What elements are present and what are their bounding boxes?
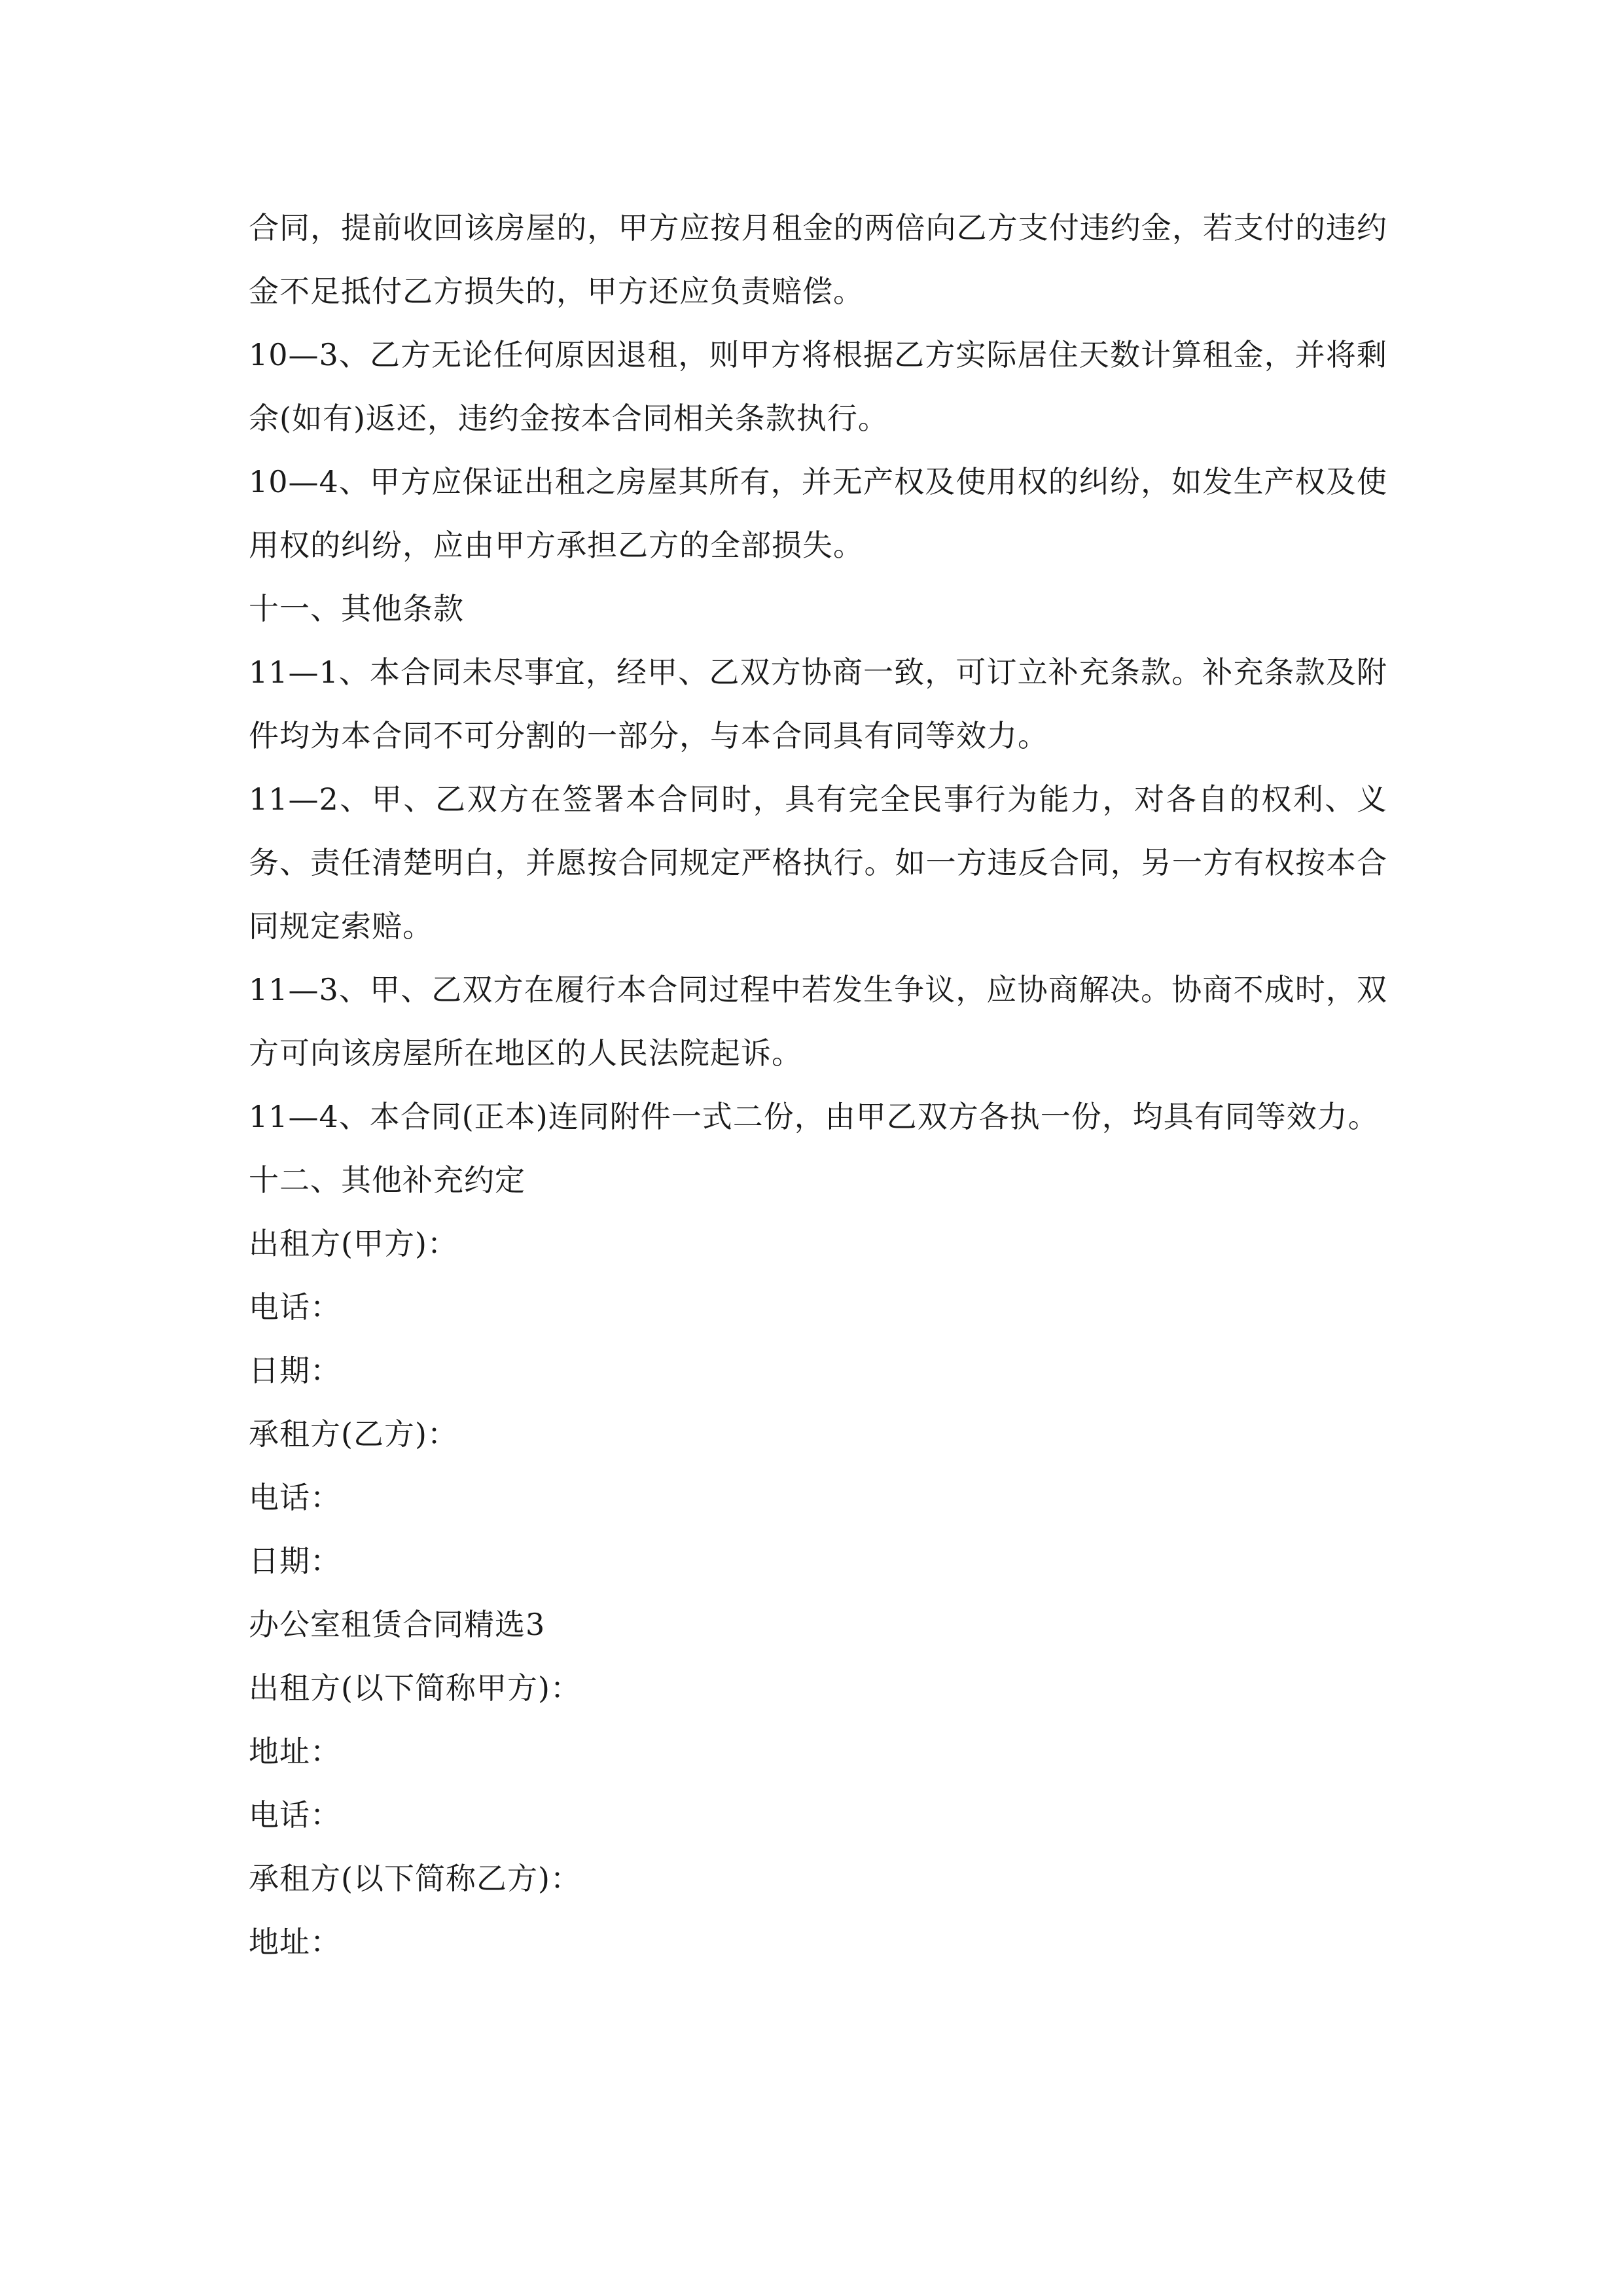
clause-11-4: 11—4、本合同(正本)连同附件一式二份，由甲乙双方各执一份，均具有同等效力。 [249,1099,1379,1134]
document-body [249,196,1387,1974]
paragraph-penalty-continuation: 合同，提前收回该房屋的，甲方应按月租金的两倍向乙方支付违约金，若支付的违约金不足抵付乙方损失的，甲方还应负责赔偿。 [249,210,1387,309]
contract-title: 办公室租赁合同精选3 [249,1607,546,1642]
clause-11-3: 11—3、甲、乙双方在履行本合同过程中若发生争议，应协商解决。协商不成时，双方可向该房屋所在地区的人民法院起诉。 [249,972,1387,1071]
lessee-phone-label: 电话： [249,1480,341,1515]
party-b-label: 承租方(以下简称乙方)： [249,1861,581,1896]
party-b-address-label: 地址： [249,1924,341,1960]
party-a-phone-label: 电话： [249,1797,341,1833]
party-a-label: 出租方(以下简称甲方)： [249,1670,581,1706]
lessee-date-label: 日期： [249,1543,341,1579]
clause-10-3: 10—3、乙方无论任何原因退租，则甲方将根据乙方实际居住天数计算租金，并将剩余(如有)返还，违约金按本合同相关条款执行。 [249,337,1387,436]
lessor-date-label: 日期： [249,1353,341,1388]
clause-10-4: 10—4、甲方应保证出租之房屋其所有，并无产权及使用权的纠纷，如发生产权及使用权的纠纷，应由甲方承担乙方的全部损失。 [249,464,1387,563]
clause-11-1: 11—1、本合同未尽事宜，经甲、乙双方协商一致，可订立补充条款。补充条款及附件均为本合同不可分割的一部分，与本合同具有同等效力。 [249,655,1387,753]
section-heading-11: 十一、其他条款 [249,591,464,626]
clause-11-2: 11—2、甲、乙双方在签署本合同时，具有完全民事行为能力，对各自的权利、义务、责任清楚明白，并愿按合同规定严格执行。如一方违反合同，另一方有权按本合同规定索赔。 [249,781,1387,944]
lessor-label: 出租方(甲方)： [249,1226,458,1261]
party-a-address-label: 地址： [249,1734,341,1769]
lessor-phone-label: 电话： [249,1289,341,1325]
section-heading-12: 十二、其他补充约定 [249,1162,526,1198]
lessee-label: 承租方(乙方)： [249,1416,458,1452]
